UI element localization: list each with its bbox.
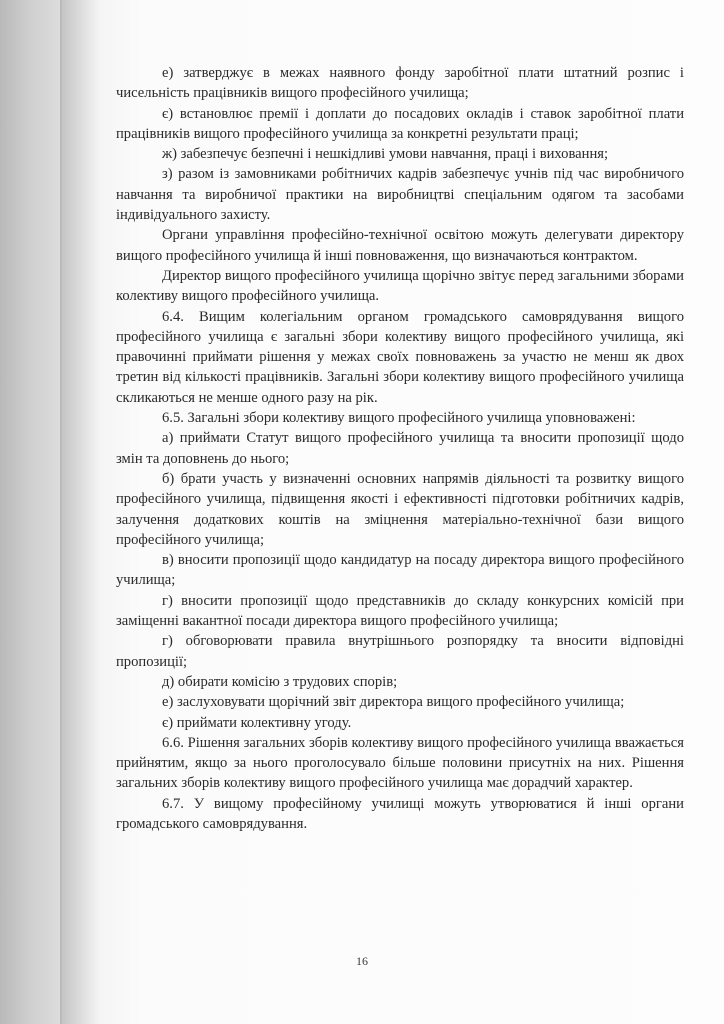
binding-fold-shadow (60, 0, 100, 1024)
previous-page-edge (0, 0, 62, 1024)
paragraph-14: д) обирати комісію з трудових спорів; (162, 673, 398, 690)
paragraph-10: б) брати участь у визначенні основних напрямів діяльності та розвитку вищого професійного училища, підвищення якості і ефективності підготовки робітничих кадрів, залучення додаткових коштів на зміцнення матеріально-технічної бази вищого професійного училища; (116, 470, 684, 548)
document-body (116, 63, 684, 834)
paragraph-9: а) приймати Статут вищого професійного училища та вносити пропозиції щодо змін та доповнень до нього; (116, 430, 684, 467)
paragraph-7: 6.4. Вищим колегіальним органом громадського самоврядування вищого професійного училища є загальні збори колективу вищого професійного училища, які правочинні приймати рішення у межах своїх повноважень за участю не менш як двох третин від кількості працівників. Загальні збори колективу вищого професійного училища скликаються не менше одного разу на рік. (116, 308, 684, 406)
page-number: 16 (356, 954, 368, 968)
paragraph-18: 6.7. У вищому професійному училищі можуть утворюватися й інші органи громадського самоврядування. (116, 795, 684, 832)
paragraph-15: е) заслуховувати щорічний звіт директора вищого професійного училища; (162, 694, 625, 711)
paragraph-6: Директор вищого професійного училища щорічно звітує перед загальними зборами колективу вищого професійного училища. (116, 267, 684, 305)
paragraph-2: є) встановлює премії і доплати до посадових окладів і ставок заробітної плати працівників вищого професійного училища за конкретні результати праці; (116, 105, 684, 142)
paragraph-8: 6.5. Загальні збори колективу вищого професійного училища уповноважені: (162, 410, 636, 427)
paragraph-17: 6.6. Рішення загальних зборів колективу вищого професійного училища вважається прийнятим, якщо за нього проголосувало більше половини присутніх на них. Рішення загальних зборів колективу вищого професійного училища має дорадчий характер. (116, 734, 684, 792)
paragraph-12: г) вносити пропозиції щодо представників до складу конкурсних комісій при заміщенні вакантної посади директора вищого професійного училища; (116, 592, 684, 630)
paragraph-5: Органи управління професійно-технічної освітою можуть делегувати директору вищого професійного училища й інші повноваження, що визначаються контрактом. (116, 227, 684, 264)
paragraph-4: з) разом із замовниками робітничих кадрів забезпечує учнів під час виробничого навчання та виробничої практики на виробництві спеціальним одягом та засобами індивідуального захисту. (116, 166, 684, 224)
paragraph-3: ж) забезпечує безпечні і нешкідливі умови навчання, праці і виховання; (162, 146, 609, 163)
paragraph-16: є) приймати колективну угоду. (162, 714, 352, 731)
paragraph-13: г) обговорювати правила внутрішнього розпорядку та вносити відповідні пропозиції; (116, 633, 684, 670)
paragraph-1: е) затверджує в межах наявного фонду заробітної плати штатний розпис і чисельність працівників вищого професійного училища; (116, 65, 684, 102)
paragraph-11: в) вносити пропозиції щодо кандидатур на посаду директора вищого професійного училища; (116, 552, 684, 589)
